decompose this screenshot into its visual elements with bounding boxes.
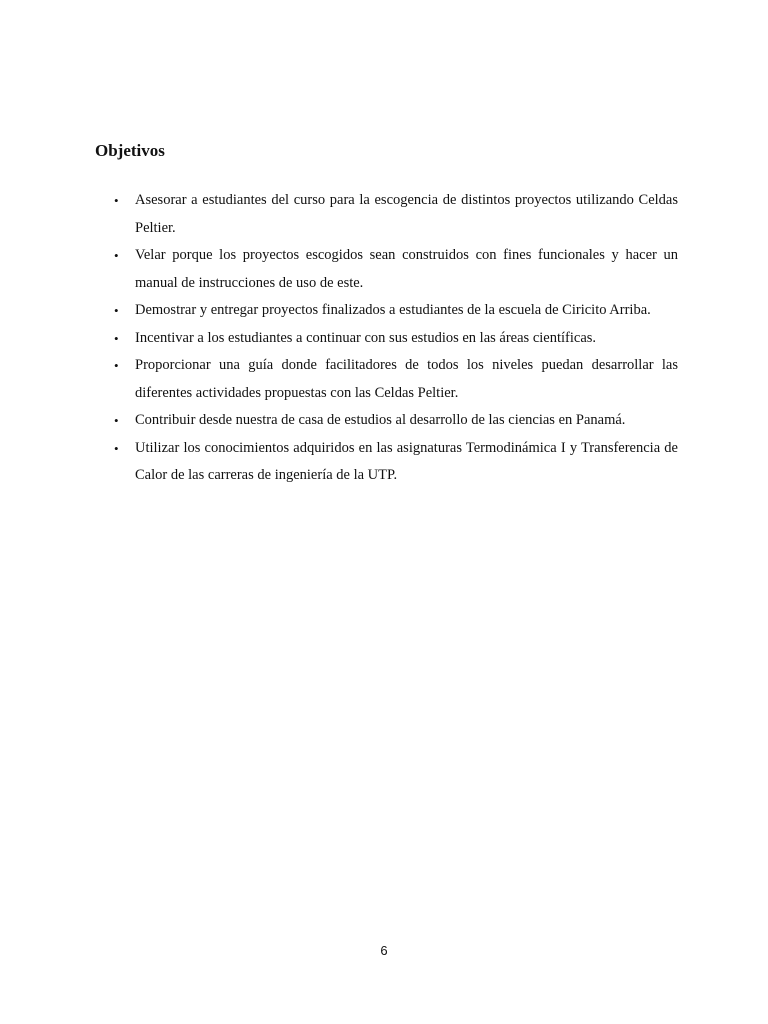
section-heading: Objetivos [95, 141, 165, 160]
bullet-icon: • [114, 330, 119, 346]
objective-item-2 [95, 242, 678, 297]
bullet-icon: • [114, 413, 119, 428]
objective-item-1 [95, 187, 678, 242]
page-number: 6 [380, 943, 388, 958]
bullet-icon: • [114, 193, 119, 208]
objective-text-1: Asesorar a estudiantes del curso para la escogencia de distintos proyectos utilizando Celdas Peltier. [135, 192, 678, 236]
objective-text-6: Contribuir desde nuestra de casa de estudios al desarrollo de las ciencias en Panamá. [135, 412, 626, 428]
bullet-icon: • [114, 440, 119, 456]
objective-text-5: Proporcionar una guía donde facilitadores de todos los niveles puedan desarrollar las diferentes actividades propuestas con las Celdas Peltier. [135, 357, 678, 401]
objective-text-3: Demostrar y entregar proyectos finalizados a estudiantes de la escuela de Ciricito Arriba. [135, 302, 651, 318]
bullet-icon: • [114, 248, 119, 263]
objective-text-2: Velar porque los proyectos escogidos sean construidos con fines funcionales y hacer un manual de instrucciones de uso de este. [135, 247, 678, 291]
objective-text-4: Incentivar a los estudiantes a continuar con sus estudios en las áreas científicas. [135, 329, 597, 346]
objective-item-7 [95, 435, 678, 490]
objective-text-7: Utilizar los conocimientos adquiridos en las asignaturas Termodinámica I y Transferencia de Calor de las carreras de ingeniería de la UTP. [135, 439, 678, 483]
objective-item-4 [95, 325, 678, 353]
bullet-icon: • [114, 358, 119, 373]
objective-item-6 [95, 407, 678, 435]
objectives-list [95, 187, 678, 490]
objective-item-5 [95, 352, 678, 407]
bullet-icon: • [114, 303, 119, 318]
objective-item-3 [95, 297, 678, 325]
